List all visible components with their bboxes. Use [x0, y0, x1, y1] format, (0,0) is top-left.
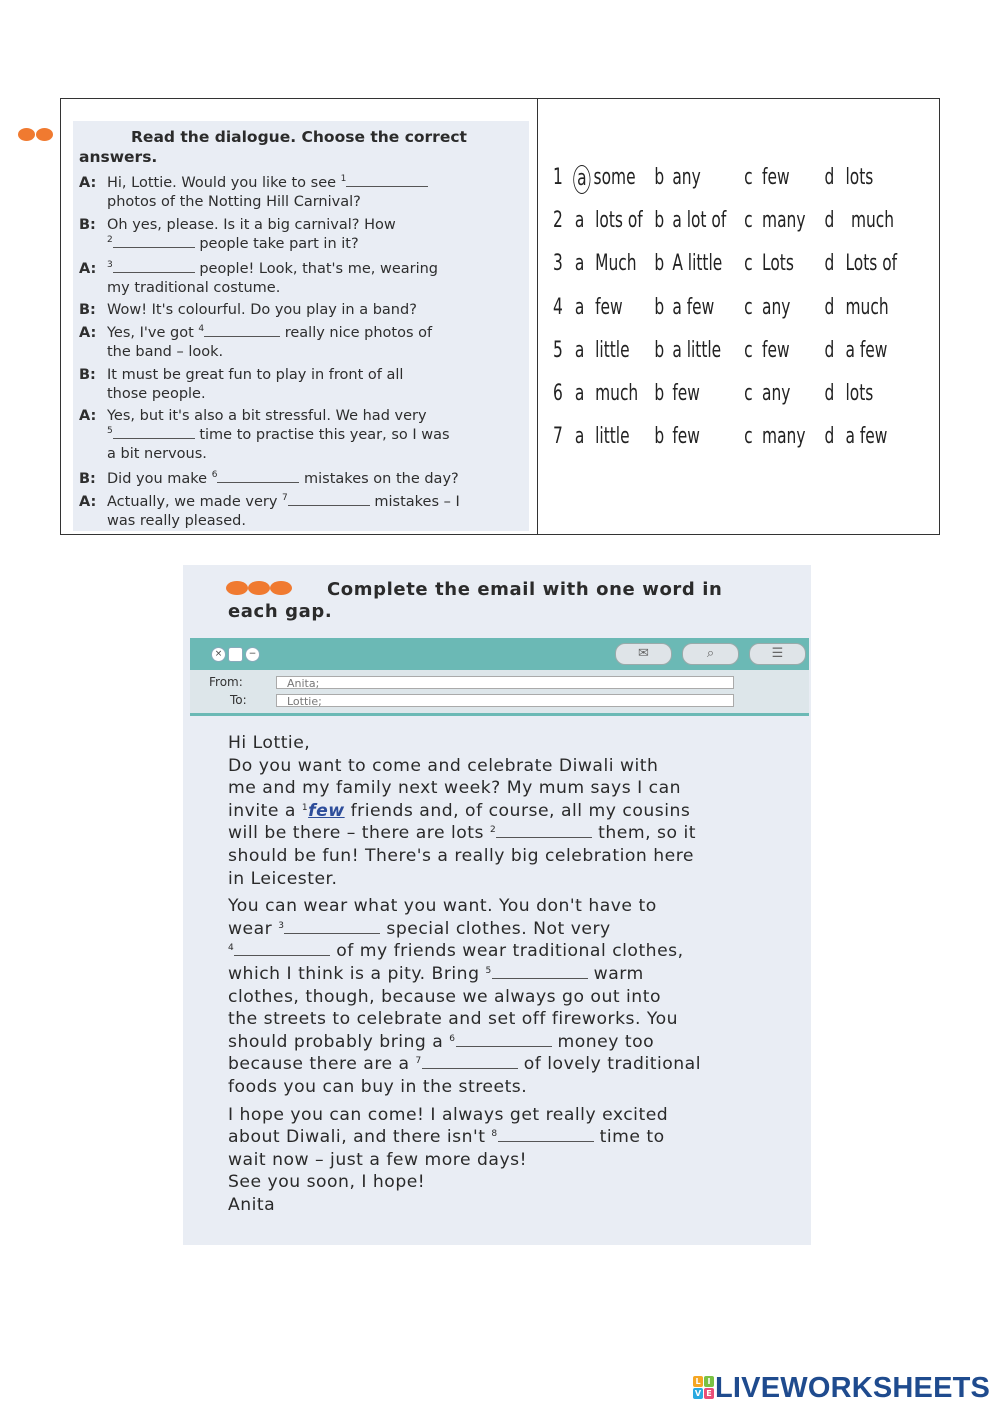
dialogue-line-8: B: Did you make $^6$ mistakes on the day?: [79, 470, 459, 487]
dialogue-line-4: B: Wow! It's colourful. Do you play in a band?: [79, 302, 417, 318]
gap-2[interactable]: [113, 235, 195, 248]
exercise-2-instructions-cont: each gap.: [228, 601, 333, 622]
option-2b[interactable]: a lot of: [672, 208, 727, 233]
email-gap-6[interactable]: [456, 1032, 552, 1047]
option-5d[interactable]: a few: [845, 338, 888, 363]
exercise-2-panel: [183, 565, 811, 1245]
option-row-7: 7 a little b few c many d a few: [553, 424, 888, 449]
option-6c[interactable]: any: [762, 381, 791, 406]
logo-text: LIVEWORKSHEETS: [715, 1372, 991, 1404]
option-5b[interactable]: a little: [672, 338, 722, 363]
email-toolbar: [190, 638, 809, 670]
dialogue-line-5: A: Yes, I've got $^4$ really nice photos of the band – look.: [79, 324, 433, 360]
dialogue-line-6: B: It must be great fun to play in front of all those people.: [79, 367, 404, 402]
option-5c[interactable]: few: [762, 338, 790, 363]
dot-icon: [18, 128, 35, 141]
dialogue-line-3: A: $^3$ people! Look, that's me, wearing my traditional costume.: [79, 260, 439, 296]
menu-icon[interactable]: ☰: [749, 643, 806, 665]
email-gap-4[interactable]: [234, 941, 330, 956]
difficulty-dots: [18, 126, 54, 145]
exercise-2-instructions: Complete the email with one word in: [327, 579, 723, 600]
option-3b[interactable]: A little: [672, 251, 723, 276]
difficulty-dots: [226, 580, 292, 599]
dialogue-line-1: A: Hi, Lottie. Would you like to see $^1$ photos of the Notting Hill Carnival?: [79, 174, 519, 212]
option-4b[interactable]: a few: [672, 295, 715, 320]
email-body: Hi Lottie, Do you want to come and celebrate Diwali with me and my family next week? My mum says I can invite a $^1$few friends and, of course, all my cousins will be there – there are lots $^2$ them, so it should be fun! There's a really big celebration here in Leicester. You can wear what you want. You don't have to wear $^3$ special clothes. Not very $^4$ of my friends wear traditional clothes, which I think is a pity. Bring $^5$ warm clothes, though, because we always go out into the streets to celebrate and set off fireworks. You should probably bring a $^6$ money too because there are a $^7$ of lovely traditional foods you can buy in the streets. I hope you can come! I always get really excited about Diwali, and there isn't $^8$ time to wait now – just a few more days! See you soon, I hope! Anita: [228, 733, 701, 1215]
option-7c[interactable]: many: [762, 424, 806, 449]
option-6a[interactable]: much: [595, 381, 639, 406]
dialogue-line-9: A: Actually, we made very $^7$ mistakes – I was really pleased.: [79, 493, 460, 529]
option-row-5: 5 a little b a little c few d a few: [553, 338, 888, 363]
option-row-4: 4 a few b a few c any d much: [553, 295, 889, 320]
from-field[interactable]: Anita;: [276, 676, 734, 689]
envelope-icon[interactable]: ✉: [615, 643, 672, 665]
option-7d[interactable]: a few: [845, 424, 888, 449]
gap-3[interactable]: [113, 260, 195, 273]
gap-7[interactable]: [288, 493, 370, 506]
option-1c[interactable]: few: [762, 165, 790, 190]
option-3d[interactable]: Lots of: [845, 251, 898, 276]
option-6d[interactable]: lots: [845, 381, 874, 406]
option-3a[interactable]: Much: [595, 251, 637, 276]
dot-icon: [248, 581, 270, 595]
option-1d[interactable]: lots: [845, 165, 874, 190]
gap-6[interactable]: [217, 470, 299, 483]
dialogue-line-7: A: Yes, but it's also a bit stressful. We had very $^5$ time to practise this year, so I was a bit nervous.: [79, 408, 450, 462]
email-gap-2[interactable]: [496, 823, 592, 838]
minimize-icon[interactable]: −: [245, 647, 260, 662]
gap-1[interactable]: [346, 174, 428, 187]
greeting: Hi Lottie,: [228, 733, 311, 753]
email-gap-3[interactable]: [284, 919, 380, 934]
from-label: From:: [209, 675, 243, 689]
signature: Anita: [228, 1194, 276, 1215]
email-gap-8[interactable]: [498, 1127, 594, 1142]
logo-grid-icon: L I V E: [693, 1376, 715, 1400]
dialogue-line-2: B: Oh yes, please. Is it a big carnival? How $^2$ people take part in it?: [79, 217, 396, 252]
option-row-6: 6 a much b few c any d lots: [553, 381, 874, 406]
gap-4[interactable]: [204, 324, 280, 337]
email-gap-5[interactable]: [492, 964, 588, 979]
email-gap-7[interactable]: [422, 1054, 518, 1069]
option-7a[interactable]: little: [595, 424, 630, 449]
dot-icon: [270, 581, 292, 595]
option-2d[interactable]: much: [850, 208, 895, 233]
option-2c[interactable]: many: [762, 208, 806, 233]
selected-option-circle[interactable]: a: [573, 165, 590, 194]
exercise-1-instructions: Read the dialogue. Choose the correct answers.: [79, 128, 467, 166]
option-row-1: 1 a some b any c few d lots: [553, 165, 849, 199]
paperclip-icon[interactable]: ⌕: [682, 643, 739, 665]
dot-icon: [226, 581, 248, 595]
option-5a[interactable]: little: [595, 338, 630, 363]
option-row-3: 3 a Much b A little c Lots d Lots of: [553, 251, 898, 276]
option-6b[interactable]: few: [672, 381, 700, 406]
maximize-icon[interactable]: [228, 647, 243, 662]
option-7b[interactable]: few: [672, 424, 700, 449]
option-4c[interactable]: any: [762, 295, 791, 320]
gap-5[interactable]: [113, 426, 195, 439]
option-4a[interactable]: few: [595, 295, 623, 320]
close-icon[interactable]: ×: [211, 647, 226, 662]
to-field[interactable]: Lottie;: [276, 694, 734, 707]
option-row-2: 2 a lots of b a lot of c many d much: [553, 208, 895, 233]
to-label: To:: [230, 693, 247, 707]
option-3c[interactable]: Lots: [762, 251, 794, 276]
email-header: [190, 670, 809, 716]
option-1a[interactable]: some: [593, 165, 636, 190]
example-answer: few: [308, 800, 345, 821]
dot-icon: [36, 128, 53, 141]
option-1b[interactable]: any: [672, 165, 701, 190]
option-2a[interactable]: lots of: [595, 208, 643, 233]
option-4d[interactable]: much: [845, 295, 889, 320]
